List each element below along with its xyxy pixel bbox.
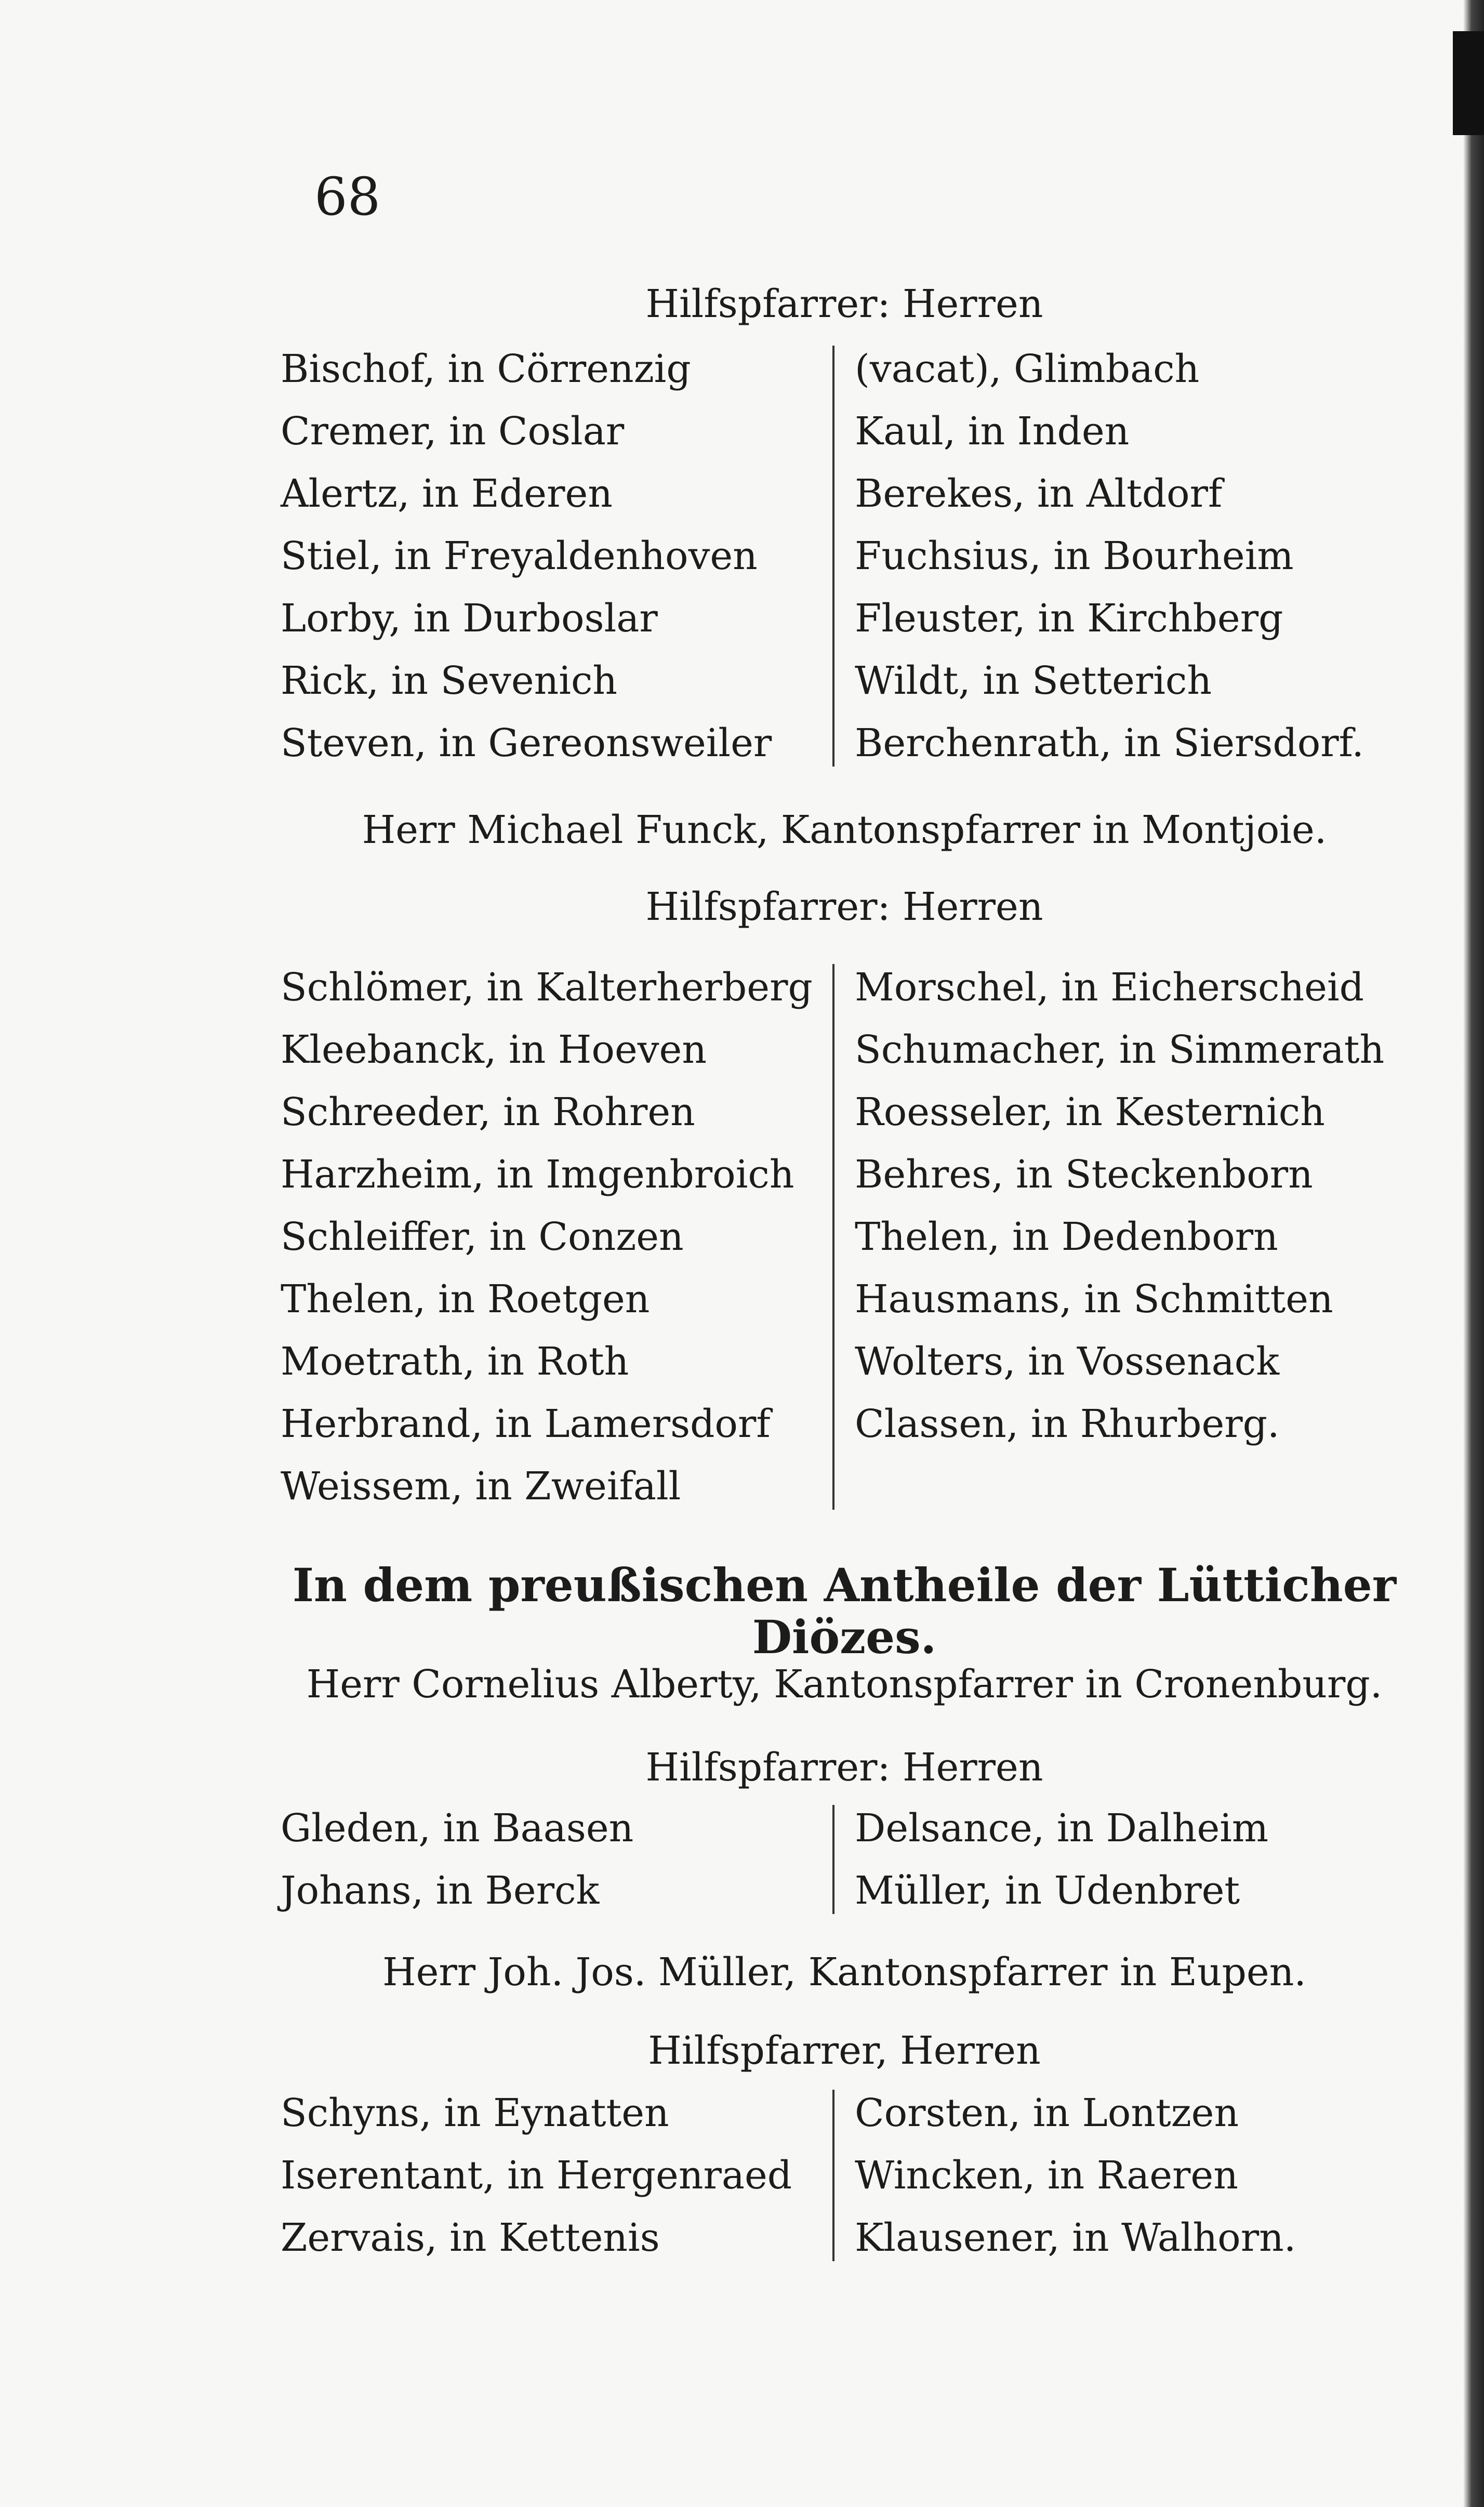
assistant-list [281,338,1434,774]
left-entry: Iserentant, in Hergenraed [281,2153,792,2198]
right-entry: Kaul, in Inden [855,409,1130,454]
left-entry: Moetrath, in Roth [281,1339,629,1384]
right-entry: Behres, in Steckenborn [855,1152,1313,1197]
right-entry: Fleuster, in Kirchberg [855,596,1283,641]
left-entry: Stiel, in Freyaldenhoven [281,534,758,578]
left-entry: Schreeder, in Rohren [281,1090,695,1134]
list-row [281,1268,1434,1330]
list-row [281,587,1434,650]
left-entry: Johans, in Berck [281,1868,600,1913]
right-entry: Thelen, in Dedenborn [855,1215,1278,1259]
right-entry: Klausener, in Walhorn. [855,2215,1296,2260]
list-row [281,1859,1434,1922]
left-entry: Cremer, in Coslar [281,409,625,454]
left-entry: Schyns, in Eynatten [281,2091,669,2135]
diocese-title: In dem preußischen Antheile der Lütticher Diözes. [292,1558,1397,1664]
column-divider [832,346,834,767]
list-row [281,1393,1434,1455]
book-binding-shadow [1453,31,1484,135]
list-row [281,712,1434,774]
right-entry: Fuchsius, in Bourheim [855,534,1294,578]
left-entry: Thelen, in Roetgen [281,1277,650,1322]
left-entry: Alertz, in Ederen [281,471,613,516]
list-row [281,1797,1434,1859]
right-entry: Classen, in Rhurberg. [855,1402,1280,1446]
right-entry: Schumacher, in Simmerath [855,1027,1385,1072]
list-row [281,1019,1434,1081]
cantonal-pastor: Herr Michael Funck, Kantonspfarrer in Montjoie. [362,808,1327,852]
column-divider [832,1805,834,1914]
left-entry: Schleiffer, in Conzen [281,1215,684,1259]
list-row [281,400,1434,463]
section-heading: Hilfspfarrer: Herren [645,282,1043,326]
book-binding-edge [1463,0,1484,2507]
assistant-list [281,956,1434,1518]
section-heading: Hilfspfarrer: Herren [645,885,1043,929]
left-entry: Kleebanck, in Hoeven [281,1027,707,1072]
section-heading: Hilfspfarrer, Herren [648,2028,1041,2073]
right-entry: (vacat), Glimbach [855,347,1200,391]
section-heading: Hilfspfarrer: Herren [645,1745,1043,1790]
cantonal-pastor: Herr Joh. Jos. Müller, Kantonspfarrer in Eupen. [382,1950,1306,1995]
list-row [281,525,1434,587]
column-divider [832,2090,834,2261]
left-entry: Schlömer, in Kalterherberg [281,965,813,1010]
list-row [281,2207,1434,2269]
left-entry: Rick, in Sevenich [281,658,618,703]
page-number: 68 [314,166,381,227]
list-row [281,1081,1434,1143]
right-entry: Berchenrath, in Siersdorf. [855,721,1364,766]
right-entry: Wolters, in Vossenack [855,1339,1280,1384]
list-row [281,1143,1434,1206]
list-row [281,2082,1434,2144]
list-row [281,2144,1434,2207]
assistant-list [281,1797,1434,1922]
list-row [281,1330,1434,1393]
left-entry: Herbrand, in Lamersdorf [281,1402,771,1446]
left-entry: Steven, in Gereonsweiler [281,721,772,766]
right-entry: Hausmans, in Schmitten [855,1277,1333,1322]
assistant-list [281,2082,1434,2269]
list-row [281,338,1434,400]
left-entry: Bischof, in Cörrenzig [281,347,691,391]
right-entry: Berekes, in Altdorf [855,471,1223,516]
list-row [281,463,1434,525]
left-entry: Weissem, in Zweifall [281,1464,681,1509]
column-divider [832,964,834,1510]
cantonal-pastor: Herr Cornelius Alberty, Kantonspfarrer in Cronenburg. [306,1662,1383,1707]
left-entry: Lorby, in Durboslar [281,596,658,641]
right-entry: Wincken, in Raeren [855,2153,1238,2198]
list-row [281,650,1434,712]
list-row [281,1455,1434,1518]
list-row [281,1206,1434,1268]
right-entry [831,1455,855,1518]
right-entry: Müller, in Udenbret [855,1868,1240,1913]
right-entry: Morschel, in Eicherscheid [855,965,1364,1010]
list-row [281,956,1434,1019]
right-entry: Delsance, in Dalheim [855,1806,1269,1851]
left-entry: Harzheim, in Imgenbroich [281,1152,794,1197]
right-entry: Roesseler, in Kesternich [855,1090,1325,1134]
right-entry: Corsten, in Lontzen [855,2091,1239,2135]
left-entry: Gleden, in Baasen [281,1806,634,1851]
right-entry: Wildt, in Setterich [855,658,1212,703]
left-entry: Zervais, in Kettenis [281,2215,660,2260]
